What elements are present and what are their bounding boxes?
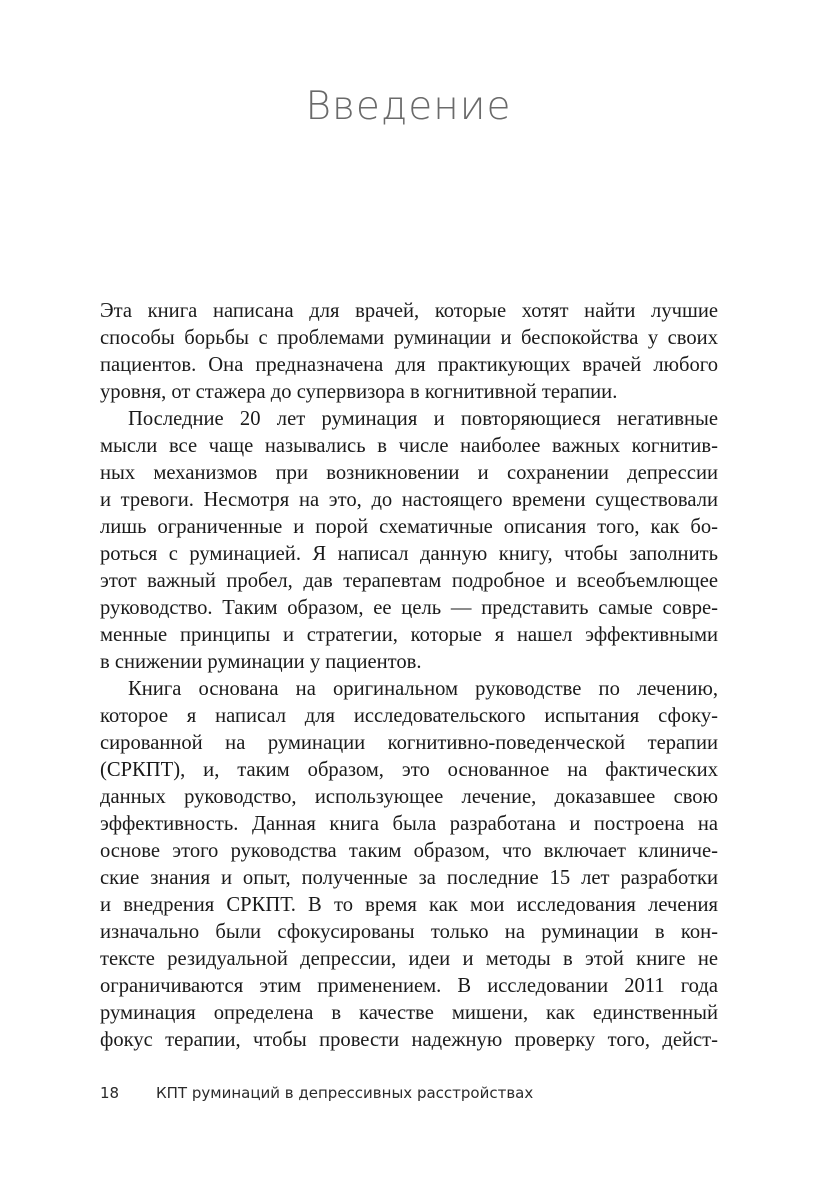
text-line: и внедрения СРКПТ. В то время как мои исследования лечения: [100, 894, 718, 916]
text-line: пациентов. Она предназначена для практикующих врачей любого: [100, 354, 718, 376]
text-line: тексте резидуальной депрессии, идеи и методы в этой книге не: [100, 948, 718, 970]
text-line: мысли все чаще назывались в числе наиболее важных когнитив-: [100, 435, 718, 457]
text-line: руководство. Таким образом, ее цель — представить самые совре-: [100, 597, 718, 619]
text-line: ограничиваются этим применением. В исследовании 2011 года: [100, 975, 718, 997]
paragraph: [100, 676, 718, 1054]
text-line: Книга основана на оригинальном руководстве по лечению,: [128, 678, 718, 700]
text-line: основе этого руководства таким образом, что включает клиниче-: [100, 840, 718, 862]
text-line: ские знания и опыт, полученные за последние 15 лет разработки: [100, 867, 718, 889]
paragraph: [100, 298, 718, 406]
text-line: Эта книга написана для врачей, которые хотят найти лучшие: [100, 300, 718, 322]
text-line: и тревоги. Несмотря на это, до настоящего времени существовали: [100, 489, 718, 511]
text-line: способы борьбы с проблемами руминации и беспокойства у своих: [100, 327, 718, 349]
text-line: ных механизмов при возникновении и сохранении депрессии: [100, 462, 718, 484]
body-text: [100, 298, 718, 1054]
text-line: данных руководство, использующее лечение, доказавшее свою: [100, 786, 718, 808]
text-line: которое я написал для исследовательского испытания сфоку-: [100, 705, 718, 727]
paragraph: [100, 406, 718, 676]
text-line: (СРКПТ), и, таким образом, это основанное на фактических: [100, 759, 718, 781]
page-number: 18: [100, 1084, 120, 1102]
text-line: лишь ограниченные и порой схематичные описания того, как бо-: [100, 516, 718, 538]
text-line: фокус терапии, чтобы провести надежную проверку того, дейст-: [100, 1029, 718, 1051]
text-line: этот важный пробел, дав терапевтам подробное и всеобъемлющее: [100, 570, 718, 592]
text-line: эффективность. Данная книга была разработана и построена на: [100, 813, 718, 835]
text-line: руминация определена в качестве мишени, как единственный: [100, 1002, 718, 1024]
text-line: сированной на руминации когнитивно-поведенческой терапии: [100, 732, 718, 754]
running-title: КПТ руминаций в депрессивных расстройствах: [156, 1084, 534, 1102]
text-line: в снижении руминации у пациентов.: [100, 651, 422, 673]
text-line: уровня, от стажера до супервизора в когнитивной терапии.: [100, 381, 618, 403]
chapter-title: Введение: [305, 84, 512, 129]
page-footer: [100, 1084, 533, 1102]
text-line: изначально были сфокусированы только на руминации в кон-: [100, 921, 718, 943]
text-line: Последние 20 лет руминация и повторяющиеся негативные: [128, 408, 718, 430]
text-line: менные принципы и стратегии, которые я нашел эффективными: [100, 624, 718, 646]
text-line: роться с руминацией. Я написал данную книгу, чтобы заполнить: [100, 543, 718, 565]
